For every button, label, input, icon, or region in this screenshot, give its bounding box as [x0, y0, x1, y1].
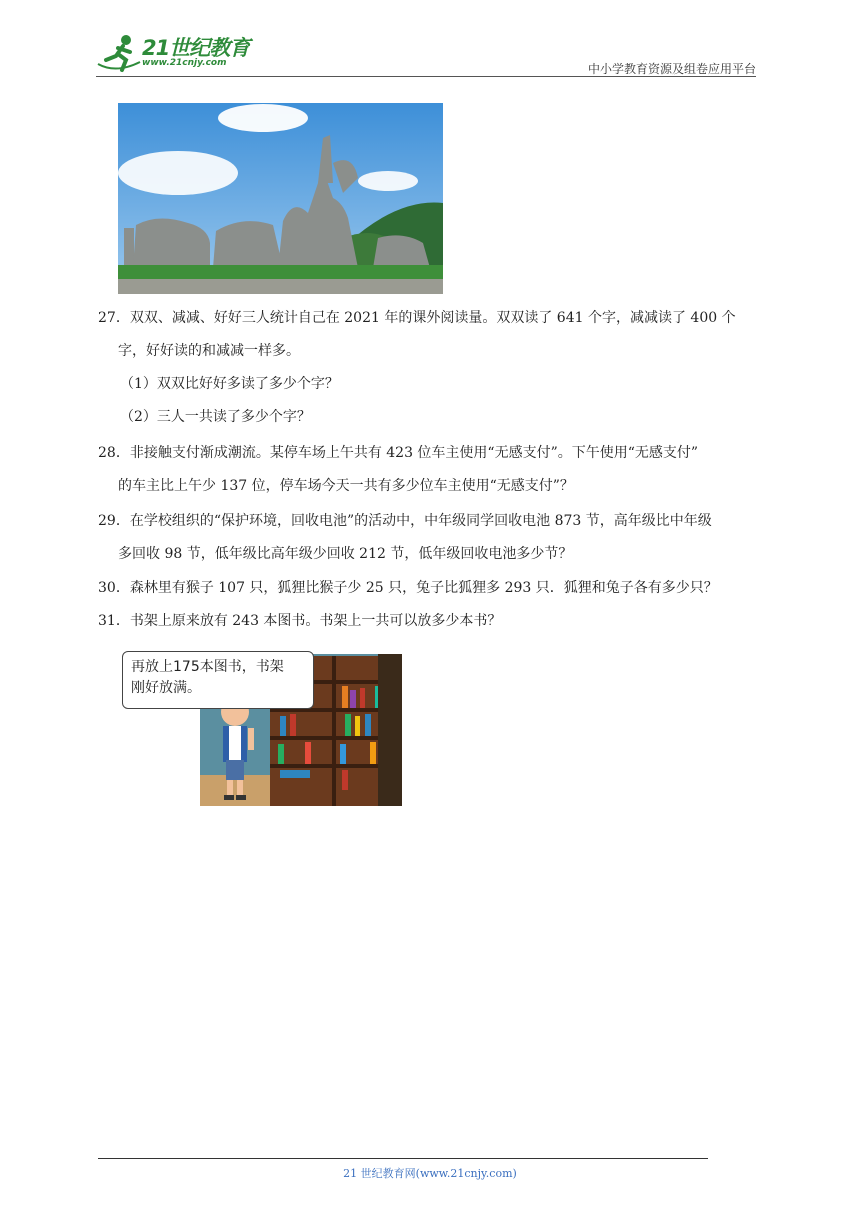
logo-text: 21世纪教育 — [142, 36, 250, 60]
question-28-line2: 的车主比上午少 137 位，停车场今天一共有多少位车主使用“无感支付”？ — [118, 478, 574, 494]
footer-text: 21 世纪教育网(www.21cnjy.com) — [343, 1167, 517, 1180]
question-29-line2: 多回收 98 节，低年级比高年级少回收 212 节，低年级回收电池多少节？ — [118, 546, 573, 562]
platform-label: 中小学教育资源及组卷应用平台 — [587, 62, 756, 76]
question-29-line1: 29．在学校组织的“保护环境，回收电池”的活动中，中年级同学回收电池 873 节，高年级比中年级 — [98, 513, 712, 529]
question-27-line1: 27．双双、减减、好好三人统计自己在 2021 年的课外阅读量。双双读了 641 个字，减减读了 400 个 — [98, 310, 736, 326]
footer-divider — [98, 1158, 708, 1159]
question-30-line1: 30．森林里有猴子 107 只，狐狸比猴子少 25 只，兔子比狐狸多 293 只．狐狸和兔子各有多少只？ — [98, 580, 718, 596]
elephant-statue-photo — [118, 103, 443, 294]
speech-bubble-line2: 刚好放满。 — [131, 680, 201, 696]
speech-bubble — [122, 651, 314, 709]
logo-url: www.21cnjy.com — [142, 58, 227, 68]
question-27-line2: 字，好好读的和减减一样多。 — [118, 343, 300, 359]
question-27-sub2: （2）三人一共读了多少个字？ — [120, 409, 311, 425]
header-divider — [96, 76, 756, 77]
question-27-sub1: （1）双双比好好多读了多少个字？ — [120, 376, 339, 392]
speech-bubble-line1: 再放上175本图书，书架 — [131, 659, 284, 675]
page-header — [96, 30, 756, 78]
question-31-line1: 31．书架上原来放有 243 本图书。书架上一共可以放多少本书？ — [98, 613, 502, 629]
question-28-line1: 28．非接触支付渐成潮流。某停车场上午共有 423 位车主使用“无感支付”。下午使用“无感支付” — [98, 445, 699, 461]
